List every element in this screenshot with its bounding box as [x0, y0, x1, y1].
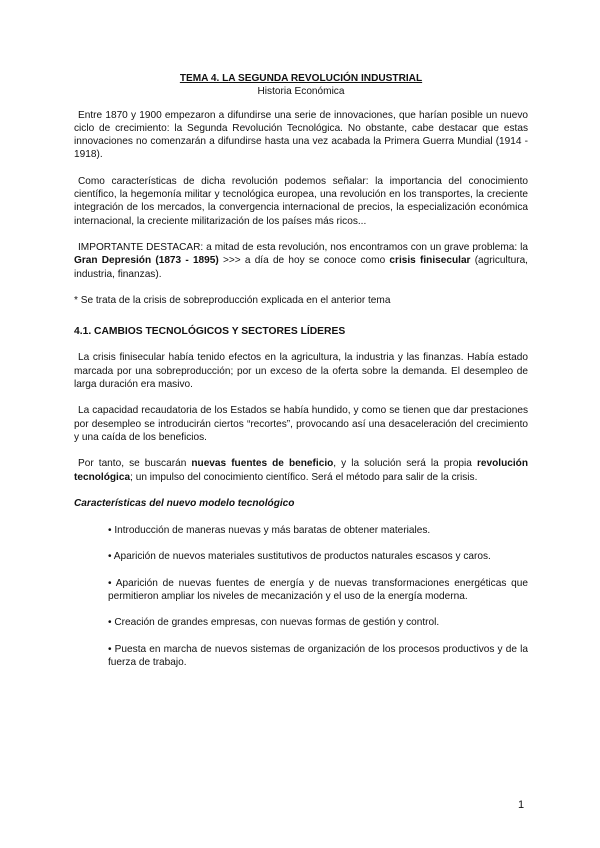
bold-term-revolucion-tecnologica: revolución tecnológica: [74, 458, 528, 483]
page-number: 1: [518, 799, 525, 811]
intro-paragraph-3: [74, 241, 528, 281]
text-run: IMPORTANTE DESTACAR: a mitad de esta revolución, nos encontramos con un grave problema: la: [78, 241, 528, 253]
list-item: • Creación de grandes empresas, con nuevas formas de gestión y control.: [108, 617, 440, 629]
section-paragraph-1: La crisis finisecular había tenido efectos en la agricultura, la industria y las finanzas. Había estado marcada por una sobreproducción; por un exceso de la oferta sobre la demanda. El desempleo de larga duración era masivo.: [74, 352, 528, 391]
section-paragraph-3: [74, 457, 528, 484]
characteristics-list: [74, 524, 528, 669]
document-title: TEMA 4. LA SEGUNDA REVOLUCIÓN INDUSTRIAL: [179, 73, 423, 84]
list-item: • Aparición de nuevas fuentes de energía y de nuevas transformaciones energéticas que permitieron ampliar los niveles de mecanización y el uso de la energía moderna.: [108, 577, 528, 603]
list-item: • Puesta en marcha de nuevos sistemas de organización de los procesos productivos y de la fuerza de trabajo.: [108, 643, 528, 668]
intro-paragraph-1: Entre 1870 y 1900 empezaron a difundirse una serie de innovaciones, que harían posible un nuevo ciclo de crecimiento: la Segunda Revolución Tecnológica. No obstante, cabe destacar que estas innovaciones no comenzarán a difundirse hasta una vez acabada la Primera Guerra Mundial (1914 - 1918).: [74, 109, 528, 161]
text-run: , y la solución será la propia: [333, 458, 477, 470]
intro-paragraph-2: Como características de dicha revolución podemos señalar: la importancia del conocimiento científico, la hegemonía militar y tecnológica europea, una revolución en los transportes, la creciente integración de los mercados, la convergencia internacional de precios, la especialización económica internacional, la creciente militarización de los países más ricos...: [74, 175, 528, 227]
document-page: [74, 72, 528, 682]
section-heading: 4.1. CAMBIOS TECNOLÓGICOS Y SECTORES LÍDERES: [74, 326, 346, 338]
title-block: [74, 72, 528, 99]
text-run: ; un impulso del conocimiento científico. Será el método para salir de la crisis.: [130, 471, 478, 483]
bold-term-nuevas-fuentes: nuevas fuentes de beneficio: [191, 458, 334, 470]
text-run: (agricultura, industria, finanzas).: [74, 255, 528, 280]
footnote-paragraph: * Se trata de la crisis de sobreproducción explicada en el anterior tema: [74, 294, 391, 306]
list-item: • Aparición de nuevos materiales sustitutivos de productos naturales escasos y caros.: [108, 551, 491, 563]
bold-term-gran-depresion: Gran Depresión (1873 - 1895): [74, 255, 219, 267]
text-run: >>> a día de hoy se conoce como: [218, 255, 390, 267]
section-paragraph-2: La capacidad recaudatoria de los Estados se había hundido, y como se tienen que dar prestaciones por desempleo se introducirán ciertos “recortes”, provocando así una desaceleración del crecimiento y una caída de los beneficios.: [74, 405, 528, 443]
bold-term-crisis-finisecular: crisis finisecular: [389, 255, 471, 267]
document-subtitle: Historia Económica: [257, 86, 345, 98]
list-item: • Introducción de maneras nuevas y más baratas de obtener materiales.: [108, 525, 431, 537]
subsection-heading: Características del nuevo modelo tecnológico: [74, 497, 295, 509]
text-run: Por tanto, se buscarán: [78, 458, 192, 470]
